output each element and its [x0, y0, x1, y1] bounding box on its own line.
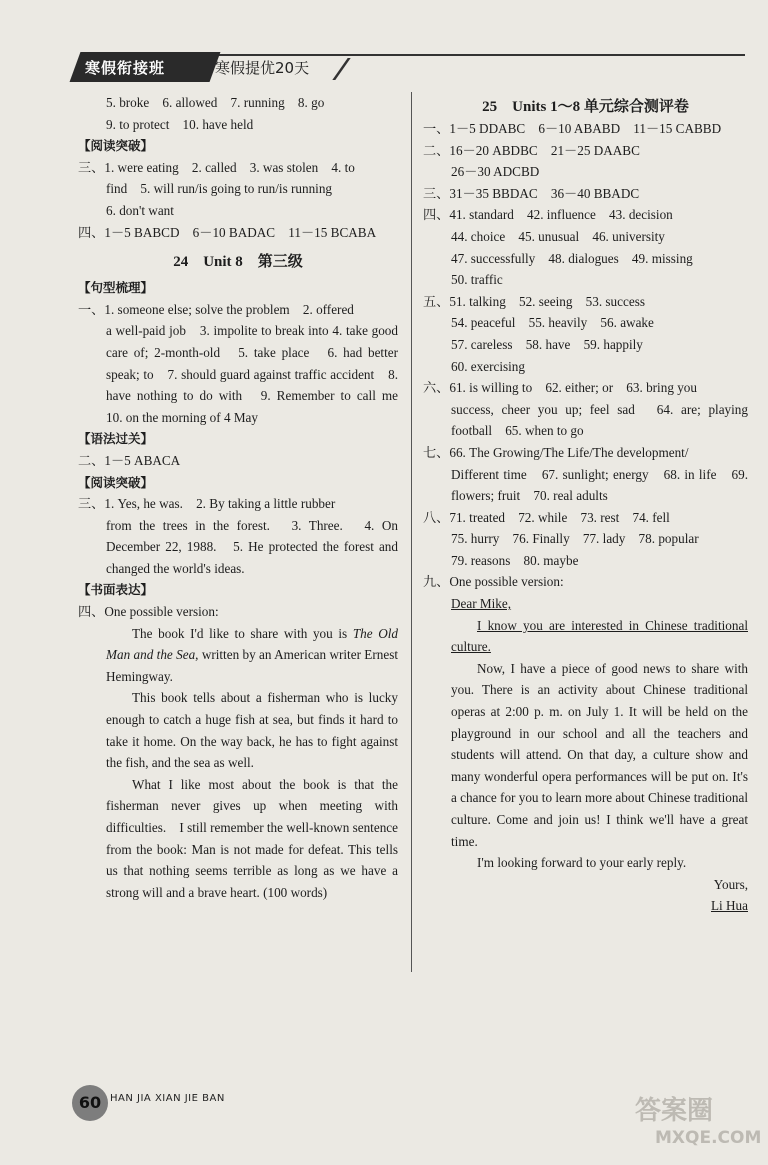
answer-line: 七、66. The Growing/The Life/The development/: [423, 444, 689, 460]
answer-line: 5. broke 6. allowed 7. running 8. go: [106, 95, 325, 110]
watermark-logo: 答案圈: [635, 1096, 714, 1126]
answer-line: 四、One possible version:: [78, 604, 219, 620]
header-slash-decoration: [332, 58, 362, 80]
letter-paragraph-1: [423, 615, 748, 658]
answer-line: 三、31－35 BBDAC 36－40 BBADC: [423, 185, 640, 201]
answer-line: 三、1. Yes, he was. 2. By taking a little rubber: [78, 496, 336, 512]
signature-text: Li Hua: [711, 898, 748, 914]
answer-line: 五、51. talking 52. seeing 53. success: [423, 293, 645, 309]
header-subtitle: 寒假提优20天: [215, 59, 310, 77]
answer-line: 一、1. someone else; solve the problem 2. offered: [78, 301, 354, 317]
answer-line: 26－30 ADCBD: [451, 164, 540, 180]
letter-greeting: [423, 593, 748, 615]
answer-line: 60. exercising: [451, 358, 525, 374]
answer-line: 54. peaceful 55. heavily 56. awake: [451, 315, 654, 331]
letter-paragraph-3: I'm looking forward to your early reply.: [477, 855, 687, 871]
answer-line: 75. hurry 76. Finally 77. lady 78. popular: [451, 531, 699, 547]
watermark-url: MXQE.COM: [655, 1128, 762, 1148]
left-column: [78, 92, 412, 903]
essay-paragraph-2: This book tells about a fisherman who is lucky enough to catch a huge fish at sea, but finds it hard to take it home. On the way back, he has to fight against the fish, and the sea as well.: [106, 690, 398, 771]
answer-line: 79. reasons 80. maybe: [451, 552, 579, 568]
letter-signature: [423, 895, 748, 917]
series-name: HAN JIA XIAN JIE BAN: [110, 1093, 225, 1104]
underlined-text: I know you are interested in Chinese traditional culture.: [451, 617, 748, 655]
answer-line: find 5. will run/is going to run/is running: [106, 181, 333, 197]
section-header-reading-2: 【阅读突破】: [78, 474, 154, 490]
answer-line: 二、1－5 ABACA: [78, 452, 181, 468]
section-header-grammar: 【语法过关】: [78, 431, 154, 447]
header-title: 寒假衔接班: [85, 59, 166, 77]
answer-line: 四、1－5 BABCD 6－10 BADAC 11－15 BCABA: [78, 224, 377, 240]
answer-line: 44. choice 45. unusual 46. university: [451, 228, 665, 244]
answer-line: 三、1. were eating 2. called 3. was stolen 4. to: [78, 159, 355, 175]
answer-line: 一、1－5 DDABC 6－10 ABABD 11－15 CABBD: [423, 121, 722, 136]
answer-line: 九、One possible version:: [423, 574, 564, 590]
answer-paragraph: a well-paid job 3. impolite to break into 4. take good care of; 2-month-old 5. take place 6. had better speak; to 7. should guard against traffic accident 8. have nothing to do with 9. Remember to call me 10. on the morning of 4 May: [106, 323, 412, 425]
answer-line: 9. to protect 10. have held: [106, 116, 254, 132]
column-divider: [411, 92, 412, 972]
answer-paragraph: Different time 67. sunlight; energy 68. in life 69. flowers; fruit 70. real adults: [451, 466, 748, 504]
book-title: The Old Man and the Sea: [106, 625, 399, 663]
right-column: [423, 92, 748, 917]
essay-text: The book I'd like to share with you is: [132, 625, 353, 641]
answer-line: 50. traffic: [451, 272, 503, 288]
essay-text: , written by an American writer Ernest Hemingway.: [106, 647, 399, 684]
answer-line: 四、41. standard 42. influence 43. decision: [423, 207, 673, 223]
answer-line: 八、71. treated 72. while 73. rest 74. fell: [423, 509, 670, 525]
unit-24-title: 24 Unit 8 第三级: [173, 254, 303, 271]
section-header-reading: 【阅读突破】: [78, 138, 154, 154]
answer-line: 57. careless 58. have 59. happily: [451, 336, 643, 352]
unit-25-title: 25 Units 1～8 单元综合测评卷: [482, 99, 689, 115]
answer-paragraph: success, cheer you up; feel sad 64. are; playing football 65. when to go: [451, 401, 748, 439]
letter-closing: Yours,: [713, 876, 748, 892]
page-number: 60: [78, 1093, 102, 1112]
section-header-sentence: 【句型梳理】: [78, 280, 154, 296]
answer-paragraph: from the trees in the forest. 3. Three. 4. On December 22, 1988. 5. He protected the forest and changed the world's ideas.: [106, 517, 398, 576]
essay-paragraph-1: [78, 623, 398, 688]
answer-line: 二、16－20 ABDBC 21－25 DAABC: [423, 142, 640, 158]
answer-line: 47. successfully 48. dialogues 49. missing: [451, 250, 693, 266]
greeting-text: Dear Mike,: [451, 596, 512, 612]
letter-paragraph-2: Now, I have a piece of good news to share with you. There is an activity about Chinese traditional operas at 2:00 p. m. on July 1. It will be held on the playground in our school and all the teachers and students will attend. On that day, a culture show and many wonderful opera performances will be put on. It's a chance for you to learn more about Chinese traditional culture. Come and join us! I think we'll have a great time.: [451, 660, 748, 849]
answer-line: 六、61. is willing to 62. either; or 63. bring you: [423, 380, 697, 396]
essay-paragraph-3: What I like most about the book is that the fisherman never gives up when meeting with difficulties. I still remember the well-known sentence from the book: Man is not made for defeat. This tells us that nothing seems terrible as long as we have a strong will and a brave heart. (100 words): [106, 776, 398, 900]
section-header-writing: 【书面表达】: [78, 582, 154, 598]
answer-line: 6. don't want: [106, 202, 174, 218]
